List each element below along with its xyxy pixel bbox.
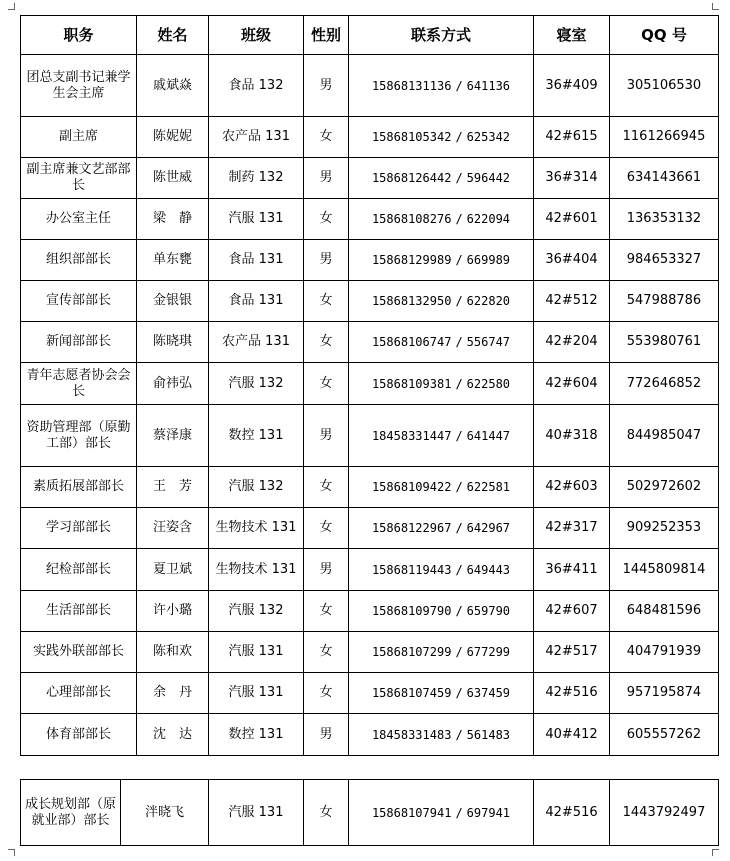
cell-contact [349, 591, 534, 632]
cell-short-number: 697941 [466, 805, 511, 820]
cell-short-number: 677299 [466, 645, 511, 659]
cell-short-number: 596442 [466, 171, 511, 185]
cell-dorm: 42#604 [534, 363, 610, 405]
table-row [21, 281, 719, 322]
crop-mark-bottom-left [8, 849, 15, 856]
cell-dorm: 42#517 [534, 632, 610, 673]
table-row [21, 322, 719, 363]
cell-name: 金银银 [137, 281, 209, 322]
cell-phone: 15868122967 [371, 521, 452, 535]
cell-phone: 18458331483 [371, 727, 452, 742]
cell-gender: 女 [304, 632, 349, 673]
cell-qq: 909252353 [610, 508, 719, 549]
table-row [21, 158, 719, 199]
cell-class: 汽服 131 [209, 199, 304, 240]
cell-qq: 984653327 [610, 240, 719, 281]
table-row [21, 467, 719, 508]
separator: / [455, 130, 463, 144]
separator: / [455, 521, 463, 535]
cell-gender: 男 [304, 158, 349, 199]
header-qq: QQ 号 [610, 16, 719, 55]
table-row [21, 673, 719, 714]
separator: / [455, 686, 463, 700]
cell-phone: 18458331447 [371, 428, 452, 443]
cell-short-number: 669989 [466, 253, 511, 267]
cell-qq: 502972602 [610, 467, 719, 508]
cell-short-number: 641136 [466, 78, 511, 93]
cell-dorm: 42#204 [534, 322, 610, 363]
cell-duty: 青年志愿者协会会长 [21, 363, 137, 405]
cell-gender: 女 [304, 780, 349, 846]
cell-contact [349, 780, 534, 846]
cell-duty: 办公室主任 [21, 199, 137, 240]
cell-phone: 15868105342 [371, 130, 452, 144]
separator: / [455, 805, 463, 820]
cell-contact [349, 632, 534, 673]
cell-qq: 404791939 [610, 632, 719, 673]
cell-name: 陈和欢 [137, 632, 209, 673]
cell-short-number: 641447 [466, 428, 511, 443]
cell-dorm: 42#607 [534, 591, 610, 632]
cell-class: 食品 131 [209, 240, 304, 281]
cell-gender: 男 [304, 240, 349, 281]
cell-dorm: 42#512 [534, 281, 610, 322]
cell-class: 数控 131 [209, 405, 304, 467]
cell-phone: 15868107459 [371, 686, 452, 700]
cell-class: 食品 132 [209, 55, 304, 117]
cell-qq: 553980761 [610, 322, 719, 363]
cell-duty: 资助管理部（原勤工部）部长 [21, 405, 137, 467]
table-row [21, 405, 719, 467]
table-row [21, 117, 719, 158]
cell-class: 汽服 131 [209, 780, 304, 846]
header-class: 班级 [209, 16, 304, 55]
cell-gender: 女 [304, 281, 349, 322]
cell-short-number: 642967 [466, 521, 511, 535]
cell-contact [349, 117, 534, 158]
cell-contact [349, 673, 534, 714]
cell-short-number: 622580 [466, 376, 511, 391]
cell-qq: 305106530 [610, 55, 719, 117]
cell-gender: 女 [304, 591, 349, 632]
cell-contact [349, 199, 534, 240]
cell-phone: 15868109790 [371, 604, 452, 618]
cell-class: 汽服 131 [209, 632, 304, 673]
cell-phone: 15868126442 [371, 171, 452, 185]
cell-contact [349, 467, 534, 508]
cell-short-number: 622094 [466, 212, 511, 226]
table-row [21, 714, 719, 756]
cell-contact [349, 549, 534, 591]
header-gender: 性别 [304, 16, 349, 55]
cell-phone: 15868107941 [371, 805, 452, 820]
cell-qq: 634143661 [610, 158, 719, 199]
extra-table [20, 779, 719, 846]
cell-duty: 成长规划部（原就业部）部长 [21, 780, 121, 846]
cell-contact [349, 508, 534, 549]
cell-short-number: 556747 [466, 335, 511, 349]
cell-gender: 男 [304, 549, 349, 591]
cell-name: 陈妮妮 [137, 117, 209, 158]
contact-table [20, 15, 719, 756]
cell-qq: 1443792497 [610, 780, 719, 846]
cell-gender: 女 [304, 508, 349, 549]
cell-phone: 15868131136 [371, 78, 452, 93]
cell-duty: 新闻部部长 [21, 322, 137, 363]
table-row [21, 780, 719, 846]
cell-dorm: 42#317 [534, 508, 610, 549]
cell-class: 汽服 132 [209, 467, 304, 508]
cell-qq: 1445809814 [610, 549, 719, 591]
cell-contact [349, 363, 534, 405]
table-row [21, 240, 719, 281]
cell-class: 生物技术 131 [209, 549, 304, 591]
cell-duty: 组织部部长 [21, 240, 137, 281]
cell-dorm: 36#404 [534, 240, 610, 281]
cell-gender: 男 [304, 714, 349, 756]
cell-name: 沈 达 [137, 714, 209, 756]
separator: / [455, 376, 463, 391]
cell-qq: 1161266945 [610, 117, 719, 158]
cell-dorm: 42#516 [534, 780, 610, 846]
cell-short-number: 649443 [466, 562, 511, 577]
cell-contact [349, 55, 534, 117]
cell-name: 蔡泽康 [137, 405, 209, 467]
cell-name: 单东甕 [137, 240, 209, 281]
cell-qq: 772646852 [610, 363, 719, 405]
cell-short-number: 622820 [466, 294, 511, 308]
cell-dorm: 40#318 [534, 405, 610, 467]
header-contact: 联系方式 [349, 16, 534, 55]
separator: / [455, 335, 463, 349]
cell-name: 戚斌焱 [137, 55, 209, 117]
separator: / [455, 562, 463, 577]
table-row [21, 549, 719, 591]
cell-gender: 女 [304, 363, 349, 405]
cell-qq: 547988786 [610, 281, 719, 322]
separator: / [455, 212, 463, 226]
header-duty: 职务 [21, 16, 137, 55]
cell-class: 数控 131 [209, 714, 304, 756]
separator: / [455, 428, 463, 443]
cell-duty: 实践外联部部长 [21, 632, 137, 673]
cell-name: 俞祎弘 [137, 363, 209, 405]
cell-qq: 136353132 [610, 199, 719, 240]
cell-phone: 15868109381 [371, 376, 452, 391]
header-dorm: 寝室 [534, 16, 610, 55]
cell-gender: 女 [304, 673, 349, 714]
cell-class: 食品 131 [209, 281, 304, 322]
cell-phone: 15868109422 [371, 480, 452, 494]
separator: / [455, 78, 463, 93]
cell-contact [349, 714, 534, 756]
cell-class: 制药 132 [209, 158, 304, 199]
cell-gender: 女 [304, 117, 349, 158]
separator: / [455, 727, 463, 742]
cell-short-number: 637459 [466, 686, 511, 700]
cell-name: 陈世威 [137, 158, 209, 199]
cell-class: 农产品 131 [209, 322, 304, 363]
cell-gender: 女 [304, 467, 349, 508]
cell-dorm: 36#411 [534, 549, 610, 591]
cell-class: 生物技术 131 [209, 508, 304, 549]
cell-duty: 宣传部部长 [21, 281, 137, 322]
cell-qq: 648481596 [610, 591, 719, 632]
cell-dorm: 36#314 [534, 158, 610, 199]
cell-dorm: 42#516 [534, 673, 610, 714]
cell-contact [349, 158, 534, 199]
cell-qq: 844985047 [610, 405, 719, 467]
table-row [21, 591, 719, 632]
table-row [21, 199, 719, 240]
separator: / [455, 480, 463, 494]
separator: / [455, 253, 463, 267]
cell-dorm: 36#409 [534, 55, 610, 117]
cell-duty: 副主席 [21, 117, 137, 158]
cell-name: 许小璐 [137, 591, 209, 632]
cell-short-number: 625342 [466, 130, 511, 144]
cell-phone: 15868119443 [371, 562, 452, 577]
cell-duty: 学习部部长 [21, 508, 137, 549]
cell-qq: 605557262 [610, 714, 719, 756]
cell-short-number: 622581 [466, 480, 511, 494]
cell-name: 余 丹 [137, 673, 209, 714]
cell-duty: 纪检部部长 [21, 549, 137, 591]
separator: / [455, 645, 463, 659]
cell-duty: 心理部部长 [21, 673, 137, 714]
crop-mark-bottom-right [712, 849, 719, 856]
cell-duty: 副主席兼文艺部部长 [21, 158, 137, 199]
header-row [21, 16, 719, 55]
table-row [21, 363, 719, 405]
cell-duty: 体育部部长 [21, 714, 137, 756]
cell-dorm: 42#603 [534, 467, 610, 508]
cell-class: 汽服 132 [209, 591, 304, 632]
cell-short-number: 561483 [466, 727, 511, 742]
cell-phone: 15868106747 [371, 335, 452, 349]
cell-contact [349, 240, 534, 281]
cell-dorm: 42#601 [534, 199, 610, 240]
crop-mark-top-right [712, 3, 719, 10]
cell-phone: 15868108276 [371, 212, 452, 226]
cell-contact [349, 322, 534, 363]
table-row [21, 55, 719, 117]
cell-name: 王 芳 [137, 467, 209, 508]
separator: / [455, 171, 463, 185]
cell-name: 梁 静 [137, 199, 209, 240]
cell-name: 夏卫斌 [137, 549, 209, 591]
header-name: 姓名 [137, 16, 209, 55]
cell-class: 汽服 132 [209, 363, 304, 405]
table-row [21, 632, 719, 673]
cell-name: 泮晓飞 [121, 780, 209, 846]
cell-name: 汪姿含 [137, 508, 209, 549]
separator: / [455, 294, 463, 308]
cell-duty: 素质拓展部部长 [21, 467, 137, 508]
separator: / [455, 604, 463, 618]
cell-dorm: 42#615 [534, 117, 610, 158]
cell-phone: 15868129989 [371, 253, 452, 267]
cell-duty: 生活部部长 [21, 591, 137, 632]
cell-phone: 15868132950 [371, 294, 452, 308]
cell-dorm: 40#412 [534, 714, 610, 756]
cell-class: 汽服 131 [209, 673, 304, 714]
table-row [21, 508, 719, 549]
cell-contact [349, 405, 534, 467]
cell-name: 陈晓琪 [137, 322, 209, 363]
crop-mark-top-left [8, 3, 15, 10]
cell-gender: 男 [304, 55, 349, 117]
cell-phone: 15868107299 [371, 645, 452, 659]
cell-duty: 团总支副书记兼学生会主席 [21, 55, 137, 117]
cell-gender: 女 [304, 322, 349, 363]
table-body [21, 55, 719, 756]
cell-contact [349, 281, 534, 322]
cell-class: 农产品 131 [209, 117, 304, 158]
cell-gender: 女 [304, 199, 349, 240]
cell-gender: 男 [304, 405, 349, 467]
cell-qq: 957195874 [610, 673, 719, 714]
cell-short-number: 659790 [466, 604, 511, 618]
